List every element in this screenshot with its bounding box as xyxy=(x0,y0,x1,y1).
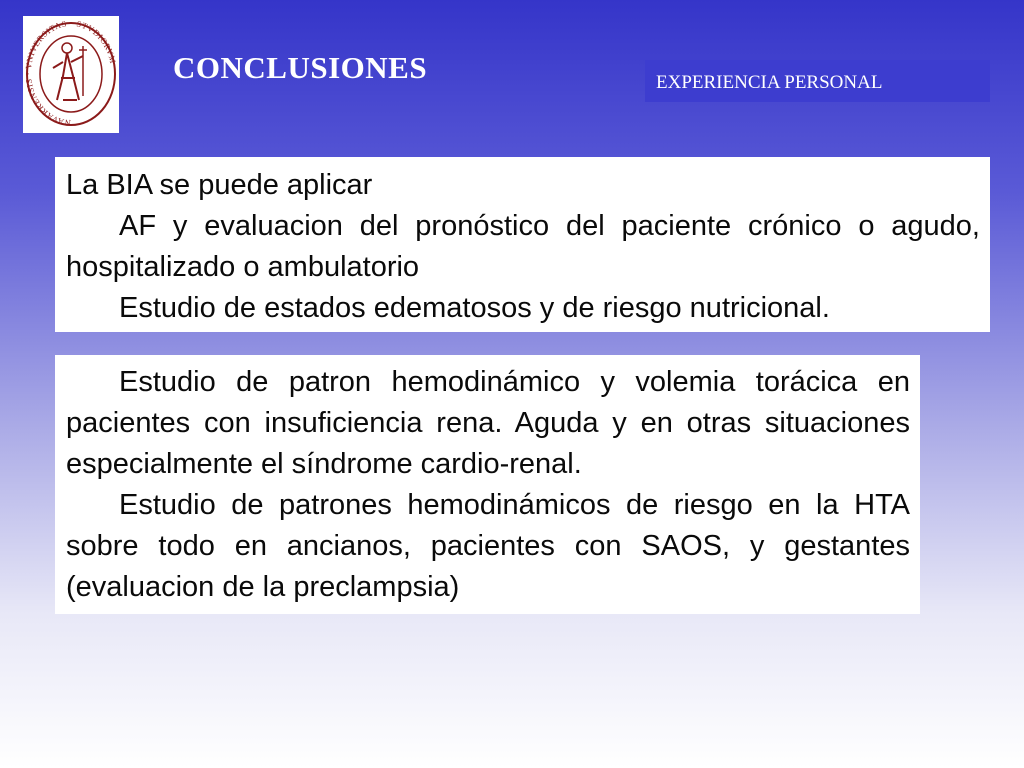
section-tag: EXPERIENCIA PERSONAL xyxy=(645,60,990,102)
seal-text: NAVARRENSIS · VNIVERSITAS · STVDIORVM xyxy=(24,18,118,128)
box1-item-2: Estudio de estados edematosos y de riesgo nutricional. xyxy=(119,292,830,324)
conclusions-box-1 xyxy=(55,157,990,332)
svg-text:NAVARRENSIS · VNIVERSITAS · ST xyxy=(24,19,117,127)
box2-item-1: Estudio de patron hemodinámico y volemia torácica en pacientes con insuficiencia rena. Aguda y en otras situaciones especialmente el síndrome cardio-renal. xyxy=(66,366,910,480)
conclusions-box-2 xyxy=(55,355,920,614)
page-title: CONCLUSIONES xyxy=(173,50,428,85)
box1-item-1: AF y evaluacion del pronóstico del paciente crónico o agudo, hospitalizado o ambulatorio xyxy=(66,210,980,283)
box1-intro: La BIA se puede aplicar xyxy=(66,169,373,201)
university-seal-icon xyxy=(23,16,119,133)
box2-item-2: Estudio de patrones hemodinámicos de riesgo en la HTA sobre todo en ancianos, pacientes con SAOS, y gestantes (evaluacion de la preclampsia) xyxy=(66,489,910,603)
seal-graphic xyxy=(23,16,119,133)
